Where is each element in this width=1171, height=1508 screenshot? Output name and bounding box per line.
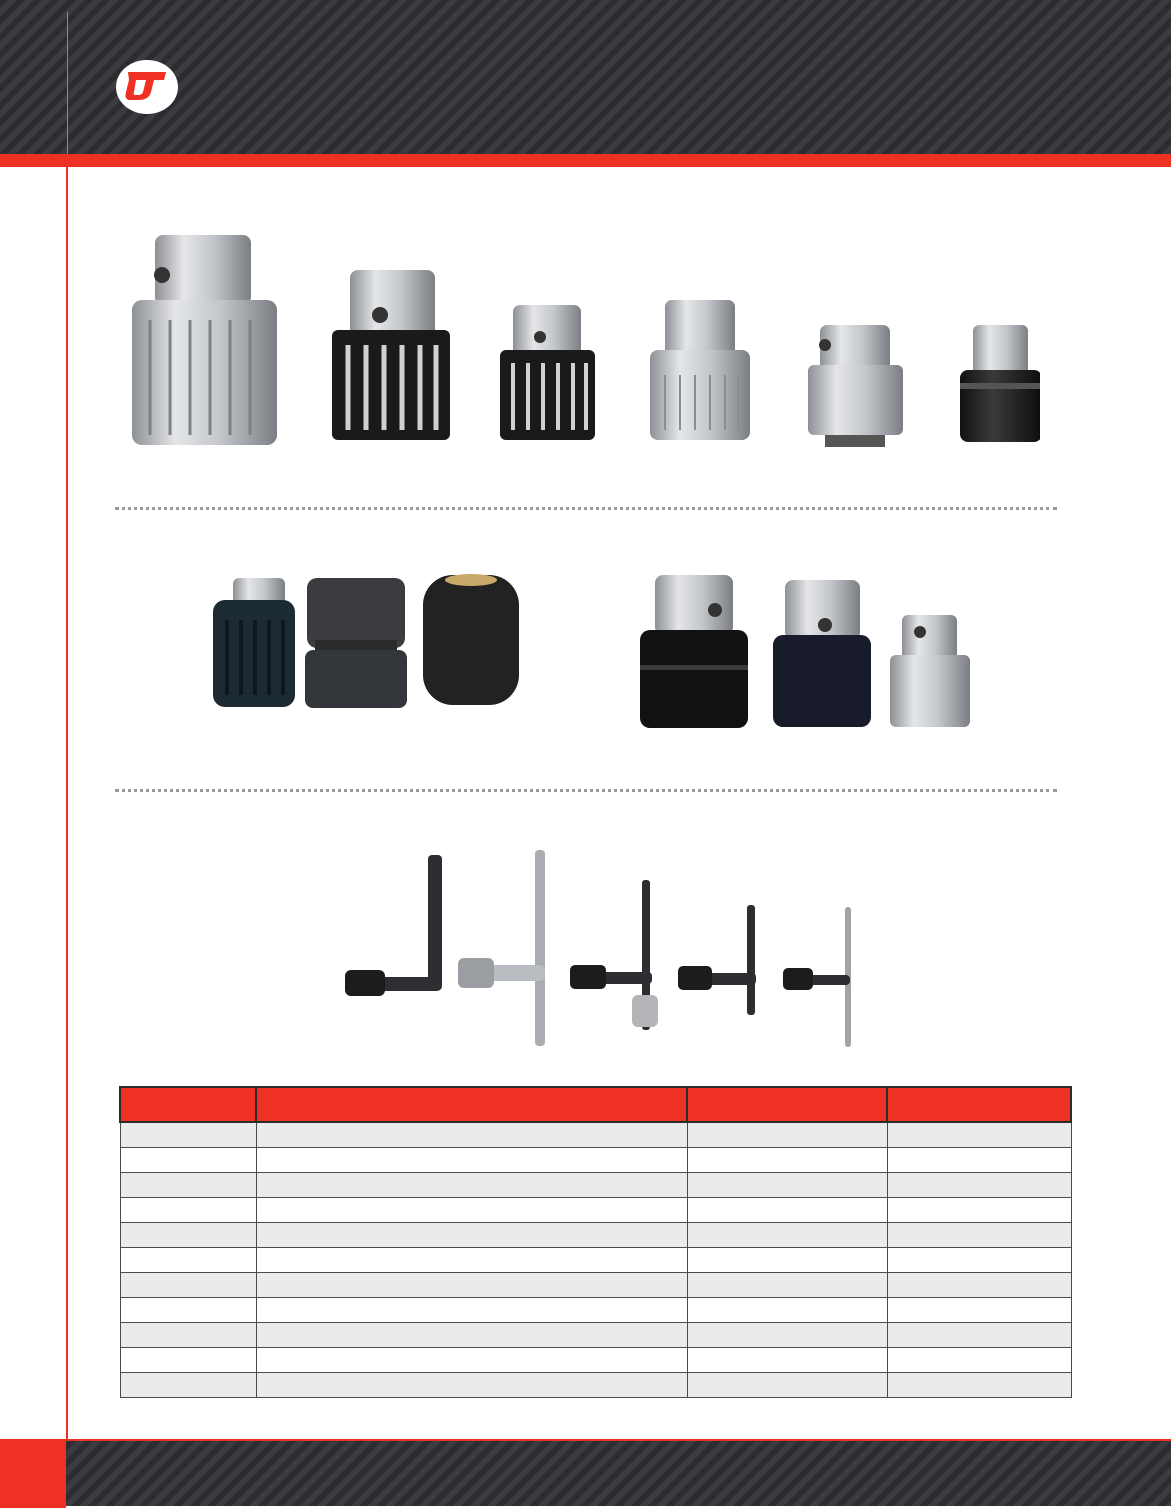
table-cell (887, 1223, 1071, 1248)
table-cell (120, 1173, 256, 1198)
table-cell (256, 1223, 687, 1248)
table-cell (256, 1298, 687, 1323)
table-cell (687, 1198, 887, 1223)
left-accent-rule (66, 167, 68, 1439)
table-header-cell (120, 1087, 256, 1122)
table-cell (120, 1273, 256, 1298)
table-row (120, 1348, 1071, 1373)
table-cell (120, 1248, 256, 1273)
drill-chuck-icon (890, 615, 970, 727)
drill-chuck-icon (132, 235, 277, 445)
table-cell (687, 1273, 887, 1298)
table-cell (887, 1148, 1071, 1173)
table-cell (120, 1323, 256, 1348)
table-cell (120, 1122, 256, 1148)
chuck-keys-photo (340, 845, 870, 1055)
drill-chuck-icon (500, 305, 595, 440)
table-cell (687, 1173, 887, 1198)
table-cell (687, 1373, 887, 1398)
table-cell (687, 1223, 887, 1248)
table-cell (120, 1148, 256, 1173)
table-row (120, 1273, 1071, 1298)
table-cell (887, 1173, 1071, 1198)
table-cell (256, 1348, 687, 1373)
table-cell (687, 1323, 887, 1348)
section-divider (115, 789, 1057, 792)
ut-logo-icon (124, 70, 170, 102)
table-row (120, 1198, 1071, 1223)
table-header-cell (887, 1087, 1071, 1122)
table-cell (256, 1373, 687, 1398)
table-cell (120, 1348, 256, 1373)
table-cell (887, 1122, 1071, 1148)
table-row (120, 1248, 1071, 1273)
brand-logo (116, 60, 178, 114)
table-cell (256, 1198, 687, 1223)
chuck-key-icon (783, 907, 851, 1047)
table-cell (687, 1122, 887, 1148)
table-cell (256, 1273, 687, 1298)
table-cell (887, 1273, 1071, 1298)
table-cell (687, 1148, 887, 1173)
table-cell (887, 1323, 1071, 1348)
keyless-chuck-icon (423, 574, 519, 705)
table-header-cell (687, 1087, 887, 1122)
table-cell (887, 1248, 1071, 1273)
table-cell (687, 1348, 887, 1373)
drill-chuck-icon (332, 270, 450, 440)
keyless-chuck-icon (213, 578, 295, 707)
table-cell (256, 1173, 687, 1198)
table-cell (256, 1248, 687, 1273)
chuck-key-icon (678, 905, 756, 1015)
table-cell (120, 1198, 256, 1223)
keyed-chucks-photo (120, 225, 1040, 460)
table-row (120, 1173, 1071, 1198)
drill-chuck-icon (773, 580, 871, 727)
header-divider (67, 12, 68, 154)
table-cell (256, 1122, 687, 1148)
header-accent-bar (0, 154, 1171, 167)
table-cell (120, 1223, 256, 1248)
chuck-key-icon (458, 850, 545, 1046)
table-cell (120, 1373, 256, 1398)
table-cell (887, 1348, 1071, 1373)
drill-chuck-icon (960, 325, 1040, 442)
table-header-cell (256, 1087, 687, 1122)
table-cell (120, 1298, 256, 1323)
table-row (120, 1298, 1071, 1323)
page-footer (0, 1439, 1171, 1506)
table-row (120, 1323, 1071, 1348)
table-cell (887, 1373, 1071, 1398)
chuck-key-icon (345, 855, 442, 996)
table-cell (687, 1248, 887, 1273)
table-row (120, 1373, 1071, 1398)
section-divider (115, 507, 1057, 510)
drill-chuck-icon (808, 325, 903, 447)
table-row (120, 1223, 1071, 1248)
table-cell (256, 1148, 687, 1173)
drill-chuck-icon (640, 575, 748, 728)
keyless-chucks-photo (205, 570, 985, 735)
table-cell (256, 1323, 687, 1348)
chuck-key-icon (570, 880, 658, 1030)
table-row (120, 1148, 1071, 1173)
table-header-row (120, 1087, 1071, 1122)
table-cell (887, 1298, 1071, 1323)
table-row (120, 1122, 1071, 1148)
table-cell (887, 1198, 1071, 1223)
drill-chuck-icon (650, 300, 750, 440)
table-cell (687, 1298, 887, 1323)
footer-accent-block (0, 1441, 66, 1508)
spec-table (119, 1086, 1072, 1381)
keyless-chuck-icon (305, 578, 407, 708)
